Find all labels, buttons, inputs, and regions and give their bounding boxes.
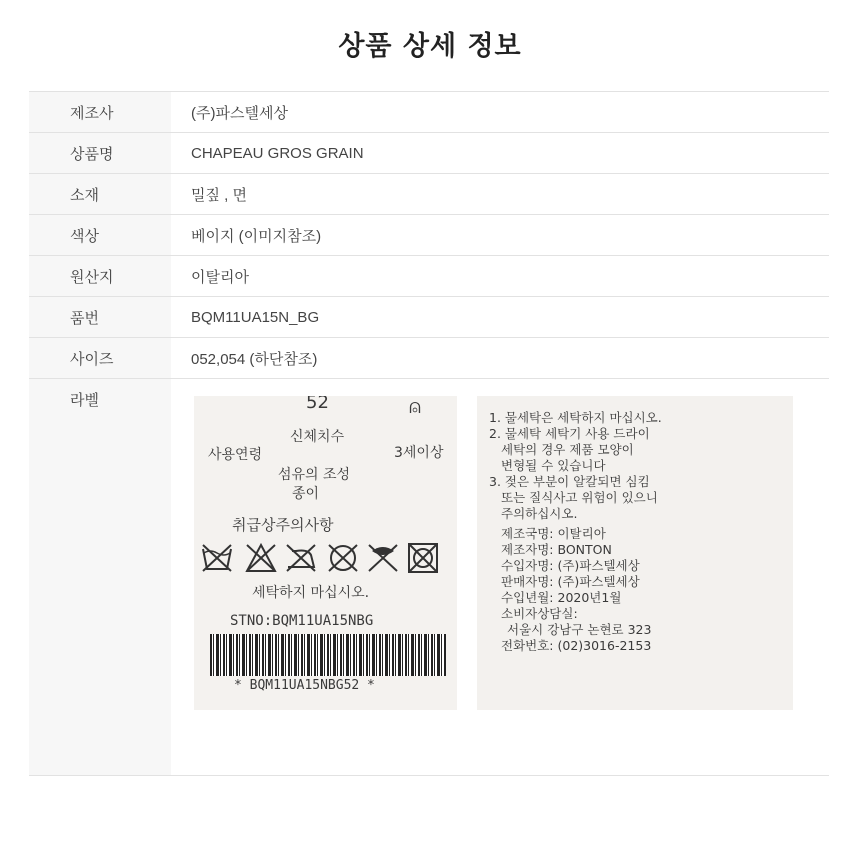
table-row <box>29 133 829 174</box>
label-line: 서울시 강남구 논현로 323 <box>507 622 652 637</box>
label-body-size: 신체치수 <box>290 429 345 445</box>
table-row <box>29 256 829 297</box>
row-label: 라벨 <box>29 379 171 775</box>
label-line: 1. 물세탁은 세탁하지 마십시오. <box>489 410 662 425</box>
row-value: 052,054 (하단참조) <box>191 350 318 368</box>
label-line: 전화번호: (02)3016-2153 <box>501 638 652 653</box>
barcode-text: * BQM11UA15NBG52 * <box>234 678 375 693</box>
label-line: 수입년월: 2020년1월 <box>501 590 622 605</box>
label-line: 변형될 수 있습니다 <box>501 458 606 473</box>
row-label: 품번 <box>29 297 171 337</box>
label-line: 3. 젖은 부분이 알칼되면 심킴 <box>489 474 650 489</box>
row-label: 제조사 <box>29 92 171 132</box>
label-fiber-value: 종이 <box>292 486 320 502</box>
bleach-icon <box>244 541 278 575</box>
table-row <box>29 174 829 215</box>
row-label: 상품명 <box>29 133 171 173</box>
barcode-image <box>210 634 446 676</box>
label-care-note: 세탁하지 마십시오. <box>252 585 370 601</box>
dry-clean-icon <box>326 541 360 575</box>
label-care-title: 취급상주의사항 <box>232 516 334 534</box>
label-age-value: 3세이상 <box>394 445 444 461</box>
label-line: 판매자명: (주)파스텔세상 <box>501 574 640 589</box>
row-value: BQM11UA15N_BG <box>191 308 320 326</box>
label-line: 소비자상담실: <box>501 606 578 621</box>
row-value: 베이지 (이미지참조) <box>191 227 322 245</box>
label-line: 수입자명: (주)파스텔세상 <box>501 558 640 573</box>
recycle-mark-icon: ⍝ <box>409 396 421 418</box>
label-images-cell <box>171 379 829 775</box>
row-label: 사이즈 <box>29 338 171 378</box>
label-line: 제조국명: 이탈리아 <box>501 526 606 541</box>
row-value: (주)파스텔세상 <box>191 104 288 122</box>
table-row <box>29 297 829 338</box>
label-stno: STNO:BQM11UA15NBG <box>230 613 374 629</box>
row-value: CHAPEAU GROS GRAIN <box>191 144 364 162</box>
row-label: 원산지 <box>29 256 171 296</box>
row-label: 소재 <box>29 174 171 214</box>
label-line: 2. 물세탁 세탁기 사용 드라이 <box>489 426 650 441</box>
row-value: 밀짚 , 면 <box>191 186 247 204</box>
table-row <box>29 92 829 133</box>
wring-icon <box>366 541 400 575</box>
care-label-image-right <box>477 396 793 710</box>
row-value: 이탈리아 <box>191 268 249 286</box>
tumble-dry-icon <box>406 541 440 575</box>
wash-icon <box>200 541 234 575</box>
label-line: 주의하십시오. <box>501 506 578 521</box>
table-row <box>29 379 829 776</box>
label-fiber: 섬유의 조성 <box>278 467 351 483</box>
label-line: 제조자명: BONTON <box>501 542 612 557</box>
table-row <box>29 215 829 256</box>
page-title: 상품 상세 정보 <box>338 31 522 62</box>
label-age: 사용연령 <box>208 447 263 463</box>
label-line: 또는 질식사고 위험이 있으니 <box>501 490 658 505</box>
table-row <box>29 338 829 379</box>
iron-icon <box>284 541 318 575</box>
product-info-table <box>29 91 829 776</box>
label-line: 세탁의 경우 제품 모양이 <box>501 442 634 457</box>
label-size-text: 52 <box>306 396 329 413</box>
care-label-image-left <box>194 396 457 710</box>
row-label: 색상 <box>29 215 171 255</box>
